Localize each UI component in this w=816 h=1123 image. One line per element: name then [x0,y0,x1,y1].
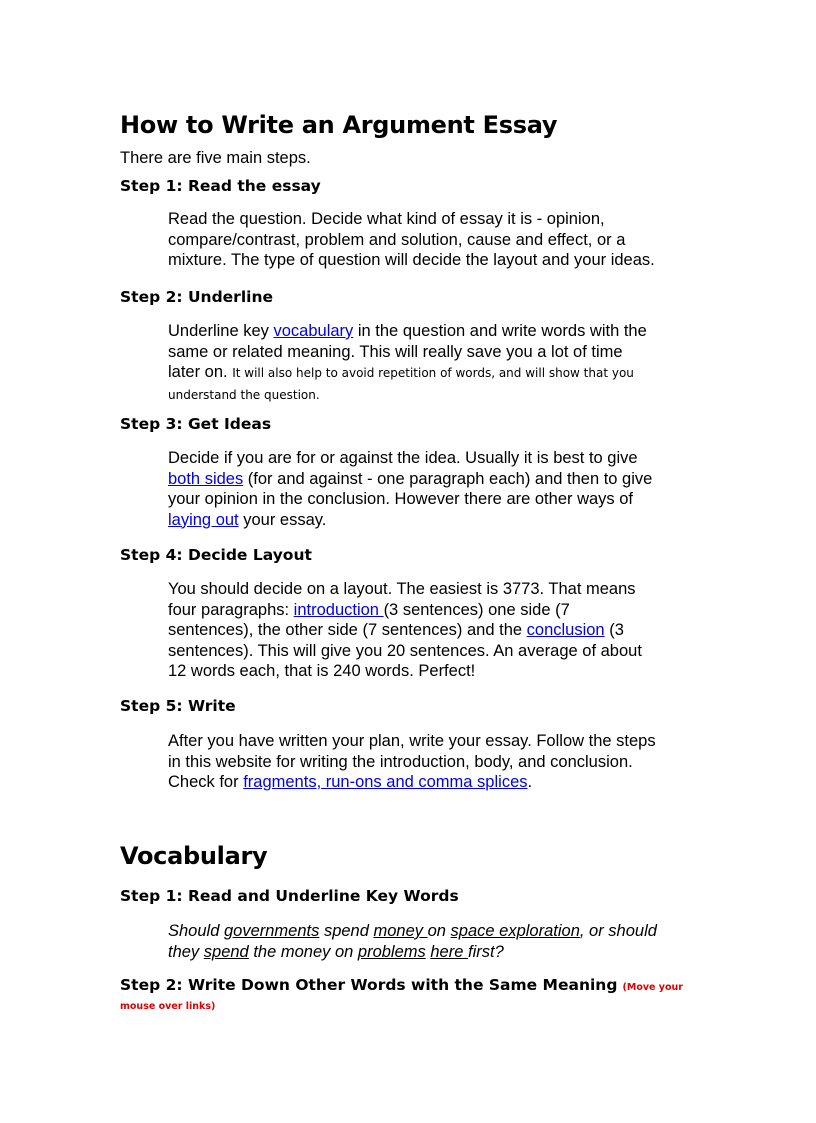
q-underlined-here: here [430,942,468,961]
both-sides-link[interactable]: both sides [168,469,244,488]
step3-heading: Step 3: Get Ideas [120,415,272,433]
q-word-7: first? [467,942,504,961]
q-word-3: on [427,922,451,940]
fragments-link[interactable]: fragments, run-ons and comma splices [243,773,528,791]
introduction-link[interactable]: introduction [293,600,384,619]
step4-text-3: (3 sentences). This will give you 20 sentences. An average of about 12 words each, that is 240 words. Perfect! [168,621,642,680]
step4-text-1: You should decide on a layout. The easiest is 3773. That means four paragraphs: [168,580,636,619]
step2-text-1: Underline key [168,322,274,340]
q-underlined-governments: governments [223,922,320,940]
step2-paragraph [168,321,658,405]
q-underlined-space-exploration: space exploration [450,922,580,940]
vocabulary-link[interactable]: vocabulary [273,322,354,340]
step5-text-2: . [527,773,533,791]
vocab-step2-note: (Move your mouse over links) [120,982,683,1012]
q-word-1: Should [168,922,224,940]
step4-heading: Step 4: Decide Layout [120,546,312,564]
step3-paragraph [168,448,658,530]
step5-heading: Step 5: Write [120,697,236,715]
step1-heading: Step 1: Read the essay [120,177,321,195]
intro-text: There are five main steps. [120,149,311,167]
conclusion-link[interactable]: conclusion [526,621,605,639]
step2-heading: Step 2: Underline [120,288,274,306]
step3-text-3: your essay. [238,510,327,529]
q-underlined-spend: spend [203,942,249,961]
q-word-5: the money on [248,942,358,961]
laying-out-link[interactable]: laying out [168,510,239,529]
step2-text-2: in the question and write words with the same or related meaning. This will really save you a lot of time later on. [168,322,647,381]
vocab-step2-heading: Step 2: Write Down Other Words with the Same Meaning [120,976,618,994]
q-underlined-problems: problems [357,942,426,961]
step3-text-2: (for and against - one paragraph each) and then to give your opinion in the conclusion. However there are other ways of [168,469,653,508]
step5-text-1: After you have written your plan, write your essay. Follow the steps in this website for writing the introduction, body, and conclusion. Check for [168,732,656,791]
vocab-step1-heading: Step 1: Read and Underline Key Words [120,887,459,905]
step4-paragraph [168,579,658,682]
page-title: How to Write an Argument Essay [120,111,558,139]
step4-text-2: (3 sentences) one side (7 sentences), the other side (7 sentences) and the [168,600,570,639]
step5-paragraph [168,731,658,793]
vocab-step2-block [120,977,700,1015]
step1-paragraph: Read the question. Decide what kind of essay it is - opinion, compare/contrast, problem and solution, cause and effect, or a mixture. The type of question will decide the layout and your ideas. [168,210,655,269]
step2-small-text: It will also help to avoid repetition of words, and will show that you understand the question. [168,366,634,402]
step3-text-1: Decide if you are for or against the idea. Usually it is best to give [168,449,638,467]
vocabulary-title: Vocabulary [120,842,268,870]
q-word-4: , or should they [168,922,657,961]
q-underlined-money: money [373,922,428,940]
vocab-question [168,921,658,962]
q-word-2: spend [319,922,374,940]
